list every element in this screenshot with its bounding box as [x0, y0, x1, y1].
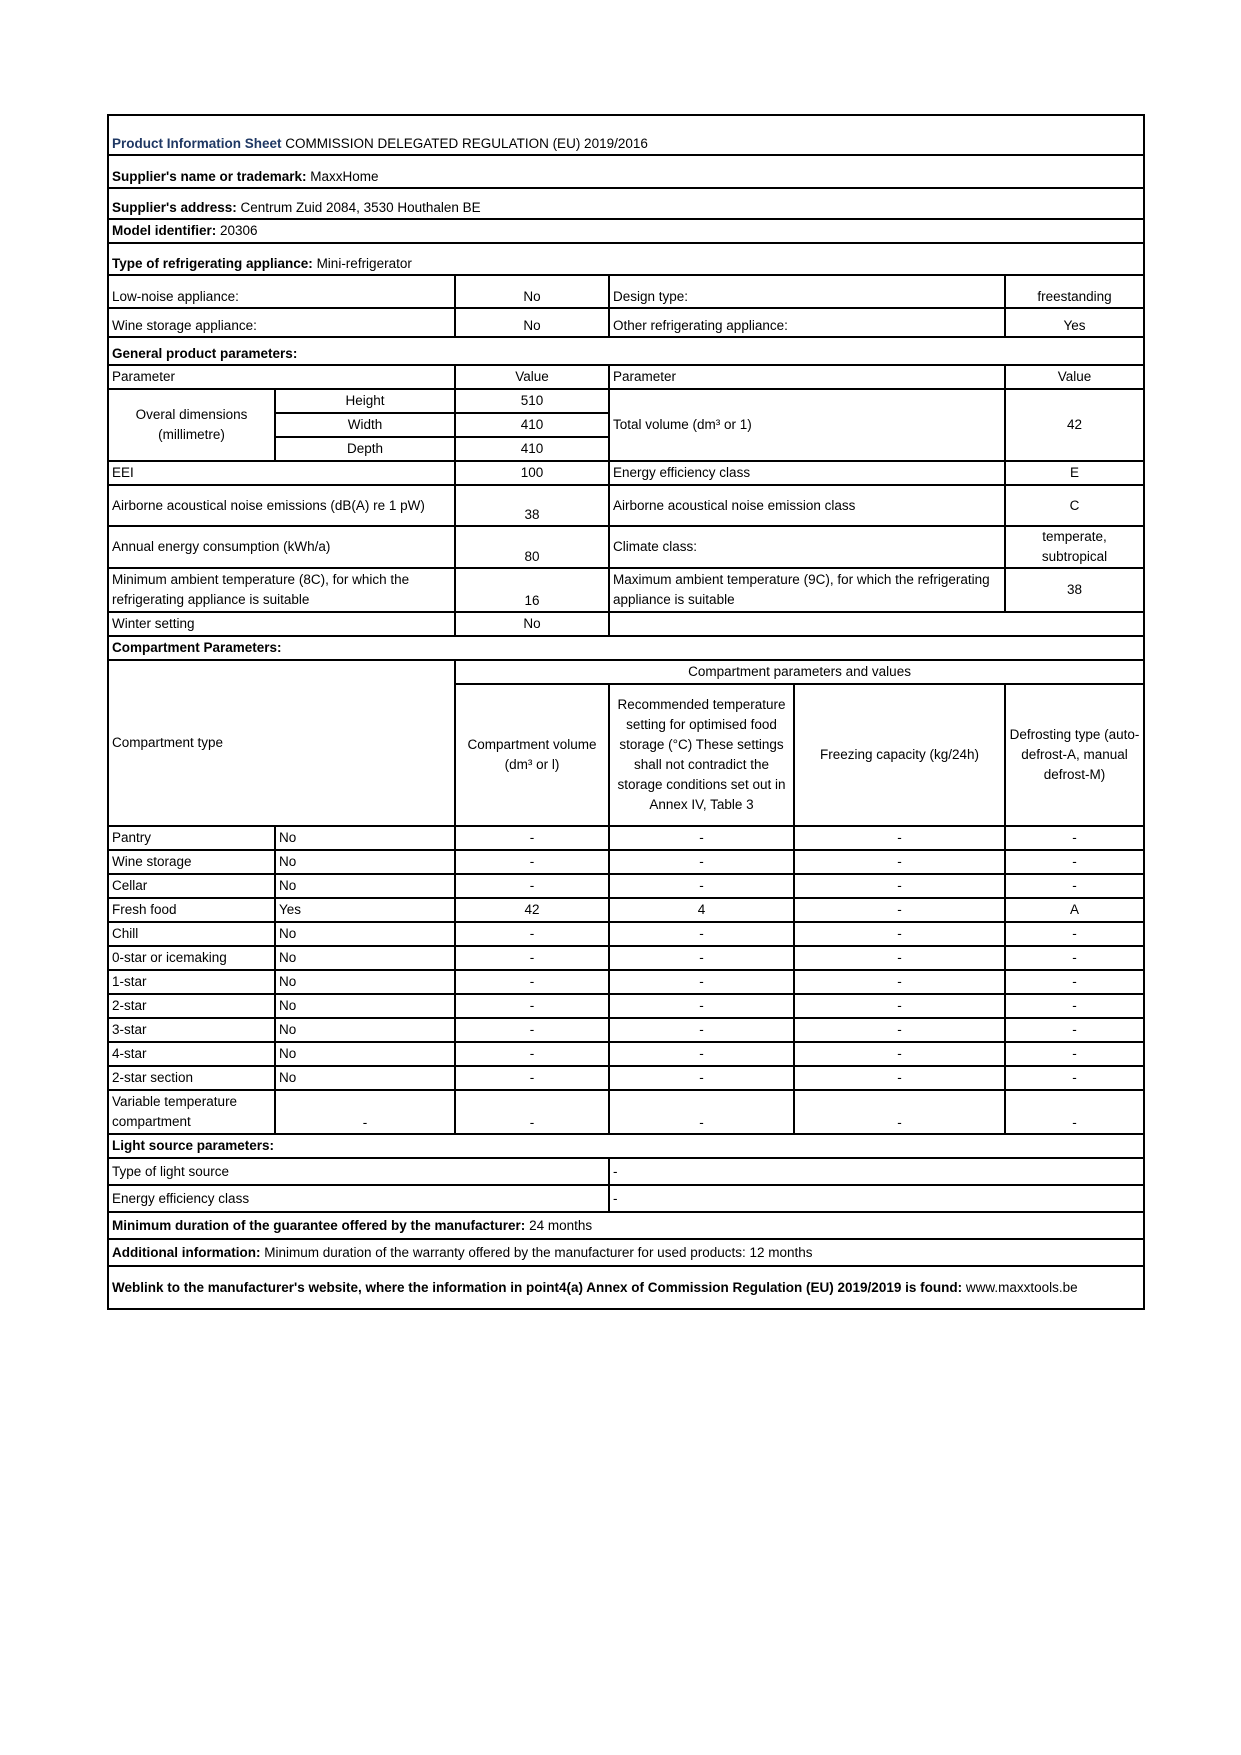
compartment-freezing: -	[794, 1066, 1005, 1090]
compartment-defrost: -	[1005, 922, 1144, 946]
winter-setting-label: Winter setting	[108, 612, 455, 636]
compartment-present: No	[275, 994, 455, 1018]
col-parameter-right: Parameter	[609, 365, 1005, 389]
supplier-name-value: MaxxHome	[310, 169, 379, 184]
general-section-label: General product parameters:	[108, 337, 1144, 365]
noise-value: 38	[455, 485, 609, 526]
supplier-address-value: Centrum Zuid 2084, 3530 Houthalen BE	[240, 200, 481, 215]
ambient-temp-row	[108, 568, 1144, 612]
compartment-present: No	[275, 970, 455, 994]
compartment-defrost: -	[1005, 1066, 1144, 1090]
variable-compartment-volume: -	[455, 1090, 609, 1134]
col-value-left: Value	[455, 365, 609, 389]
design-type-value: freestanding	[1005, 275, 1144, 308]
compartment-temp: -	[609, 850, 794, 874]
compartment-name: 1-star	[108, 970, 275, 994]
compartment-name: Wine storage	[108, 850, 275, 874]
compartment-defrost: -	[1005, 874, 1144, 898]
recommended-temp-header: Recommended temperature setting for optimised food storage (°C) These settings shall not contradict the storage conditions set out in Annex IV, Table 3	[609, 684, 794, 826]
appliance-type-row	[108, 243, 1144, 275]
compartment-volume: -	[455, 1018, 609, 1042]
compartment-volume: -	[455, 1042, 609, 1066]
winter-setting-value: No	[455, 612, 609, 636]
weblink-label: Weblink to the manufacturer's website, where the information in point4(a) Annex of Commission Regulation (EU) 2019/2019 is found:	[112, 1279, 963, 1295]
title-row	[108, 115, 1144, 155]
compartment-volume: -	[455, 922, 609, 946]
energy-class-value: E	[1005, 461, 1144, 485]
design-type-label: Design type:	[609, 275, 1005, 308]
min-temp-label: Minimum ambient temperature (8C), for which the refrigerating appliance is suitable	[108, 568, 455, 612]
compartment-section-label: Compartment Parameters:	[108, 636, 1144, 660]
appliance-type-value: Mini-refrigerator	[316, 256, 412, 271]
light-class-value: -	[609, 1185, 1144, 1212]
compartment-present: No	[275, 874, 455, 898]
annual-energy-label: Annual energy consumption (kWh/a)	[108, 526, 455, 568]
compartment-name: Chill	[108, 922, 275, 946]
compartment-row	[108, 970, 1144, 994]
compartment-present: No	[275, 922, 455, 946]
compartment-temp: -	[609, 1066, 794, 1090]
compartment-defrost: -	[1005, 1018, 1144, 1042]
noise-class-value: C	[1005, 485, 1144, 526]
compartment-defrost: -	[1005, 946, 1144, 970]
compartment-name: Cellar	[108, 874, 275, 898]
low-noise-value: No	[455, 275, 609, 308]
depth-label: Depth	[275, 437, 455, 461]
max-temp-value: 38	[1005, 568, 1144, 612]
compartment-temp: -	[609, 994, 794, 1018]
title-label: Product Information Sheet	[112, 136, 282, 151]
compartment-defrost: -	[1005, 850, 1144, 874]
energy-class-label: Energy efficiency class	[609, 461, 1005, 485]
total-volume-label: Total volume (dm³ or 1)	[609, 389, 1005, 461]
compartment-volume: -	[455, 970, 609, 994]
variable-compartment-row	[108, 1090, 1144, 1134]
compartment-freezing: -	[794, 850, 1005, 874]
variable-compartment-defrost: -	[1005, 1090, 1144, 1134]
compartment-temp: 4	[609, 898, 794, 922]
compartment-row	[108, 994, 1144, 1018]
total-volume-value: 42	[1005, 389, 1144, 461]
dimensions-label: Overal dimensions (millimetre)	[108, 389, 275, 461]
compartment-present: Yes	[275, 898, 455, 922]
compartment-row	[108, 898, 1144, 922]
defrosting-type-header: Defrosting type (auto-defrost-A, manual defrost-M)	[1005, 684, 1144, 826]
compartment-temp: -	[609, 826, 794, 850]
light-section-label: Light source parameters:	[108, 1134, 1144, 1158]
light-class-label: Energy efficiency class	[108, 1185, 609, 1212]
compartment-freezing: -	[794, 1042, 1005, 1066]
compartment-row	[108, 1018, 1144, 1042]
compartment-temp: -	[609, 1042, 794, 1066]
compartment-row	[108, 874, 1144, 898]
compartment-present: No	[275, 850, 455, 874]
weblink-value[interactable]: www.maxxtools.be	[965, 1279, 1078, 1295]
climate-class-label: Climate class:	[609, 526, 1005, 568]
noise-class-label: Airborne acoustical noise emission class	[609, 485, 1005, 526]
compartment-defrost: -	[1005, 826, 1144, 850]
compartment-temp: -	[609, 946, 794, 970]
model-value: 20306	[220, 223, 258, 238]
compartment-name: Pantry	[108, 826, 275, 850]
compartment-name: 2-star section	[108, 1066, 275, 1090]
height-label: Height	[275, 389, 455, 413]
compartment-volume: -	[455, 946, 609, 970]
guarantee-value: 24 months	[529, 1217, 593, 1233]
width-label: Width	[275, 413, 455, 437]
compartment-freezing: -	[794, 970, 1005, 994]
eei-row	[108, 461, 1144, 485]
weblink-row	[108, 1266, 1144, 1309]
noise-label: Airborne acoustical noise emissions (dB(A) re 1 pW)	[108, 485, 455, 526]
low-noise-label: Low-noise appliance:	[108, 275, 455, 308]
compartment-freezing: -	[794, 922, 1005, 946]
light-class-row	[108, 1185, 1144, 1212]
title-cell	[108, 115, 1144, 155]
additional-info-value: Minimum duration of the warranty offered by the manufacturer for used products: 12 months	[264, 1244, 813, 1260]
guarantee-label: Minimum duration of the guarantee offered by the manufacturer:	[112, 1217, 526, 1233]
supplier-address-label: Supplier's address:	[112, 200, 237, 215]
compartment-row	[108, 826, 1144, 850]
compartment-volume-header: Compartment volume (dm³ or l)	[455, 684, 609, 826]
variable-compartment-name: Variable temperature compartment	[108, 1090, 275, 1134]
compartment-row	[108, 850, 1144, 874]
general-section-row	[108, 337, 1144, 365]
model-label: Model identifier:	[112, 223, 217, 238]
wine-storage-value: No	[455, 308, 609, 337]
min-temp-value: 16	[455, 568, 609, 612]
compartment-type-header: Compartment type	[108, 660, 455, 826]
compartment-temp: -	[609, 922, 794, 946]
compartment-section-row	[108, 636, 1144, 660]
compartment-row	[108, 1066, 1144, 1090]
low-noise-row	[108, 275, 1144, 308]
dimension-height-row	[108, 389, 1144, 413]
compartment-present: No	[275, 946, 455, 970]
variable-compartment-present: -	[275, 1090, 455, 1134]
max-temp-label: Maximum ambient temperature (9C), for which the refrigerating appliance is suitable	[609, 568, 1005, 612]
compartment-temp: -	[609, 970, 794, 994]
annual-energy-row	[108, 526, 1144, 568]
freezing-capacity-header: Freezing capacity (kg/24h)	[794, 684, 1005, 826]
compartment-volume: -	[455, 874, 609, 898]
general-header-row	[108, 365, 1144, 389]
compartment-defrost: -	[1005, 1042, 1144, 1066]
compartment-name: 2-star	[108, 994, 275, 1018]
compartment-volume: -	[455, 826, 609, 850]
wine-storage-label: Wine storage appliance:	[108, 308, 455, 337]
compartment-present: No	[275, 826, 455, 850]
other-appliance-label: Other refrigerating appliance:	[609, 308, 1005, 337]
compartment-freezing: -	[794, 946, 1005, 970]
compartment-present: No	[275, 1042, 455, 1066]
light-type-label: Type of light source	[108, 1158, 609, 1185]
light-type-value: -	[609, 1158, 1144, 1185]
variable-compartment-freezing: -	[794, 1090, 1005, 1134]
compartment-name: 3-star	[108, 1018, 275, 1042]
compartment-temp: -	[609, 874, 794, 898]
compartment-defrost: -	[1005, 970, 1144, 994]
compartment-present: No	[275, 1066, 455, 1090]
height-value: 510	[455, 389, 609, 413]
wine-storage-row	[108, 308, 1144, 337]
compartment-freezing: -	[794, 994, 1005, 1018]
light-type-row	[108, 1158, 1144, 1185]
climate-class-value: temperate, subtropical	[1005, 526, 1144, 568]
eei-label: EEI	[108, 461, 455, 485]
compartment-freezing: -	[794, 1018, 1005, 1042]
other-appliance-value: Yes	[1005, 308, 1144, 337]
compartment-group-header: Compartment parameters and values	[455, 660, 1144, 684]
compartment-row	[108, 1042, 1144, 1066]
compartment-volume: -	[455, 1066, 609, 1090]
annual-energy-value: 80	[455, 526, 609, 568]
guarantee-row	[108, 1212, 1144, 1239]
compartment-freezing: -	[794, 826, 1005, 850]
compartment-name: 4-star	[108, 1042, 275, 1066]
eei-value: 100	[455, 461, 609, 485]
product-information-sheet	[107, 114, 1145, 1310]
depth-value: 410	[455, 437, 609, 461]
width-value: 410	[455, 413, 609, 437]
compartment-volume: -	[455, 850, 609, 874]
model-row	[108, 219, 1144, 243]
compartment-row	[108, 946, 1144, 970]
compartment-freezing: -	[794, 874, 1005, 898]
supplier-name-row	[108, 155, 1144, 188]
compartment-group-row	[108, 660, 1144, 684]
appliance-type-label: Type of refrigerating appliance:	[112, 256, 313, 271]
compartment-volume: 42	[455, 898, 609, 922]
compartment-defrost: -	[1005, 994, 1144, 1018]
title-regulation: COMMISSION DELEGATED REGULATION (EU) 2019/2016	[285, 136, 648, 151]
compartment-defrost: A	[1005, 898, 1144, 922]
additional-info-label: Additional information:	[112, 1244, 261, 1260]
supplier-name-label: Supplier's name or trademark:	[112, 169, 307, 184]
compartment-temp: -	[609, 1018, 794, 1042]
supplier-address-row	[108, 188, 1144, 219]
winter-setting-row	[108, 612, 1144, 636]
compartment-name: 0-star or icemaking	[108, 946, 275, 970]
variable-compartment-temp: -	[609, 1090, 794, 1134]
col-value-right: Value	[1005, 365, 1144, 389]
light-section-row	[108, 1134, 1144, 1158]
compartment-row	[108, 922, 1144, 946]
col-parameter-left: Parameter	[108, 365, 455, 389]
noise-row	[108, 485, 1144, 526]
compartment-volume: -	[455, 994, 609, 1018]
compartment-present: No	[275, 1018, 455, 1042]
compartment-name: Fresh food	[108, 898, 275, 922]
compartment-freezing: -	[794, 898, 1005, 922]
additional-info-row	[108, 1239, 1144, 1266]
